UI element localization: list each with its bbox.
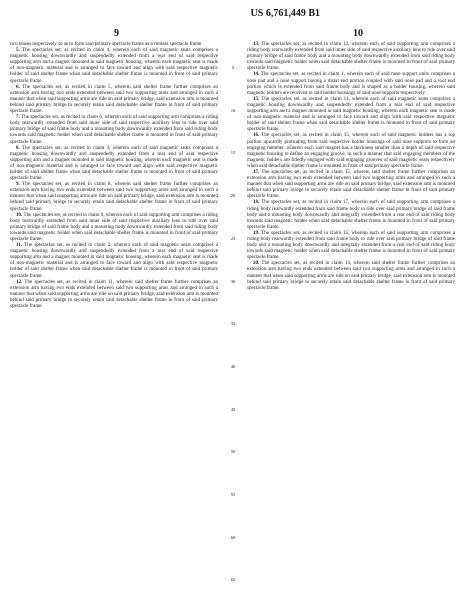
- claim-number: 5.: [16, 47, 20, 54]
- line-number-gutter: [226, 41, 240, 591]
- left-text-column: [10, 41, 218, 591]
- claim-text: The spectacles set, as recited in claim 15, wherein each of said supporting arm comprises a riding body rearwardly extended from said frame body to ride over said primary bridge of said frame body and a mounting body downwardly and integrally extended from a rear end of said riding body towards said magnetic holder when said detachable shelter frame is mounted in front of said primary spectacle frame.: [247, 229, 455, 261]
- claim-text: The spectacles set, as recited in claim 15, wherein said shelter frame further comprises an extension arm having two ends extended between said two supporting arms and arranged in such a manner that when said supporting arms are ride on said primary bridge, said extension arm is mounted behind said primary bridge to securely retain said detachable shelter frame in front of said primary spectacle frame.: [247, 168, 455, 200]
- claim-text: The spectacles set, as recited in claim 14, wherein said shelter frame further comprises an extension arm having two ends extended between said two supporting arms and arranged in such a manner that when said supporting arms are ride on said primary bridge, said extension arm is mounted behind said primary bridge to securely retain said detachable shelter frame in front of said primary spectacle frame.: [247, 260, 455, 291]
- claim-number: 15.: [253, 95, 260, 102]
- claim-text: The spectacles set, as recited in claim 12, wherein each of said supporting arm comprises a riding body rearwardly extended from said inner side of said respective auxiliary lens to ride over said primary bridge of said frame body and a mounting body downwardly extended from said riding body towards said magnetic holder when said detachable shelter frame is mounted in front of said primary spectacle frame.: [247, 41, 455, 72]
- line-number: 60: [230, 534, 236, 540]
- claim-number: 17.: [253, 168, 260, 175]
- claim-number: 14.: [253, 71, 260, 78]
- line-number: 10: [230, 107, 236, 113]
- line-number: 45: [230, 406, 236, 412]
- claim-number: 8.: [16, 144, 20, 151]
- claim-paragraph: [247, 41, 455, 71]
- claim-text: The spectacles set, as recited in claim 5, wherein said shelter frame further comprises an extension arm having two ends extended between said two supporting arms and arranged in such a manner that when said supporting arms are ride on said primary bridge, said extension arm is mounted behind said primary bridge to securely retain said detachable shelter frame in front of said primary spectacle frame.: [10, 83, 218, 115]
- left-column-number: 9: [114, 28, 119, 39]
- line-number: 30: [230, 278, 236, 284]
- claim-paragraph: [10, 114, 218, 144]
- right-column-number: 10: [353, 28, 363, 39]
- claim-paragraph: [10, 181, 218, 211]
- right-text-column: [247, 41, 455, 591]
- claim-number: 7.: [16, 114, 20, 121]
- claim-number: 19.: [253, 229, 260, 236]
- claim-text: The spectacles set, as recited in claim 4, wherein each of said magnetic seats comprises a magnetic housing downwardly and suspendedly extended from a rear end of said respective supporting arm and a magnet mounted in said magnetic housing, wherein each magnetic seat is made of non-magnetic material and is arranged to face toward and align with said respective magnetic holder of said shelter frame when said detachable shelter frame is mounted in front of said primary spectacle frame.: [10, 47, 218, 84]
- claim-paragraph: [247, 132, 455, 169]
- claim-paragraph: [247, 260, 455, 290]
- claim-number: 10.: [16, 211, 23, 218]
- claim-text: The spectacles set, as recited in claim 6, wherein each of said supporting arm comprises a riding body rearwardly extended from said inner side of said respective auxiliary lens to ride over said primary bridge of said frame body and a mounting body downwardly extended from said riding body towards said magnetic holder when said detachable shelter frame is mounted in front of said primary spectacle frame.: [10, 114, 218, 145]
- claim-text: The spectacles set, as recited in claim 17, wherein each of said supporting arm comprises a riding body rearwardly extended from said frame body to ride over said primary bridge of said frame body and a mounting body downwardly and integrally extended from a rear end of said riding body towards said magnetic holder when said detachable shelter frame is mounted in front of said primary spectacle frame.: [247, 199, 455, 230]
- claim-text: The spectacles set, as recited in claim 8, wherein said shelter frame further comprises an extension arm having two ends extended between said two supporting arms and arranged in such a manner that when said supporting arms are ride on said primary bridge, said extension arm is mounted behind said primary bridge to securely retain said detachable shelter frame in front of said primary spectacle frame.: [10, 181, 218, 212]
- claim-paragraph: [10, 242, 218, 279]
- line-number: 20: [230, 193, 236, 199]
- claim-number: 9.: [16, 181, 20, 188]
- claim-text: The spectacles set, as recited in claim 3, wherein each of said magnetic seats comprises a magnetic housing downwardly and suspendedly extended from a rear end of said respective supporting arm and a magnet mounted in said magnetic housing, wherein each magnetic seat is made of non-magnetic material and is arranged to face toward and align with said respective magnetic holder of said shelter frame when said detachable shelter frame is mounted in front of said primary spectacle frame.: [10, 144, 218, 182]
- claim-paragraph: [10, 279, 218, 309]
- page-header: [0, 8, 465, 24]
- claim-number: 6.: [16, 83, 20, 90]
- line-number: 5: [231, 65, 235, 70]
- line-number: 15: [230, 150, 236, 156]
- claim-text: The spectacles set, as recited in claim 1, wherein each of said nose support units comprises a nose pad and a nose support having a distal end portion coupled with said nose pad and a root end portion which is extended from said frame body and is shaped as a holder housing, wherein said magnetic holders are received in said holder housings of said nose supports respectively.: [247, 71, 455, 96]
- claim-paragraph: [247, 71, 455, 95]
- claim-paragraph: [10, 84, 218, 114]
- claim-number: 13.: [253, 41, 260, 47]
- claim-paragraph: [247, 199, 455, 229]
- claim-paragraph: [247, 96, 455, 133]
- line-number: 35: [230, 321, 236, 327]
- claim-text: The spectacles set, as recited in claim 14, wherein each of said magnetic seats comprises a magnetic housing downwardly and suspendedly extended from a rear end of said respective supporting arm and a magnet mounted in said magnetic housing, wherein each magnetic seat is made of non-magnetic material and is arranged to face toward and align with said respective magnetic holder of said shelter frame when said detachable shelter frame is mounted in front of said primary spectacle frame.: [247, 95, 455, 133]
- claim-number: 20.: [253, 260, 260, 267]
- claim-paragraph: [247, 169, 455, 199]
- claim-text: The spectacles set, as recited in claim 2, wherein each of said magnetic seats comprises a magnetic housing downwardly and suspendedly extended from a rear end of said respective supporting arm and a magnet mounted in said magnetic housing, wherein each magnetic seat is made of non-magnetic material and is arranged to face toward and align with said respective magnetic holder of said shelter frame when said detachable shelter frame is mounted in front of said primary spectacle frame.: [10, 242, 218, 279]
- line-number: 25: [230, 235, 236, 241]
- claim-number: 12.: [16, 278, 23, 285]
- patent-number: US 6,761,449 B1: [250, 8, 320, 19]
- claim-text: The spectacles set, as recited in claim 9, wherein each of said supporting arm comprises a riding body rearwardly extended from said inner side of said respective auxiliary lens to ride over said primary bridge of said frame body and a mounting body downwardly extended from said riding body towards said magnetic holder when said detachable shelter frame is mounted in front of said primary spectacle frame.: [10, 211, 218, 242]
- claim-paragraph: [247, 230, 455, 260]
- claim-number: 11.: [16, 242, 23, 249]
- claim-number: 18.: [253, 199, 260, 206]
- claim-paragraph: [10, 47, 218, 84]
- line-number: 50: [230, 449, 236, 455]
- line-number: 65: [230, 577, 236, 583]
- claim-text: The spectacles set, as recited in claim 15, wherein each of said magnetic holders has a top portion upwardly protruding from said respective holder housings of said nose supports to form an engaging member, wherein each said magnet has a thickness smaller than a depth of said respective magnetic housing to define an engaging groove, in such a manner that said engaging members of the magnetic holders are fittedly engaged with said engaging grooves of said magnetic seats respectively when said detachable shelter frame is mounted in front of said primary spectacle frame.: [247, 132, 455, 169]
- claim-text: two lenses respectively so as to form said primary spectacle frame as a rimless spectacle frame.: [10, 41, 203, 47]
- claim-text: The spectacles set, as recited in claim 11, wherein said shelter frame further comprises an extension arm having two ends extended between said two supporting arms and arranged in such a manner that when said supporting arms are ride on said primary bridge, said extension arm is mounted behind said primary bridge to securely retain said detachable shelter frame in front of said primary spectacle frame.: [10, 278, 218, 310]
- claim-paragraph: [10, 212, 218, 242]
- line-number: 40: [230, 363, 236, 369]
- claim-number: 16.: [253, 132, 260, 139]
- claim-paragraph: [10, 145, 218, 182]
- line-number: 55: [230, 492, 236, 497]
